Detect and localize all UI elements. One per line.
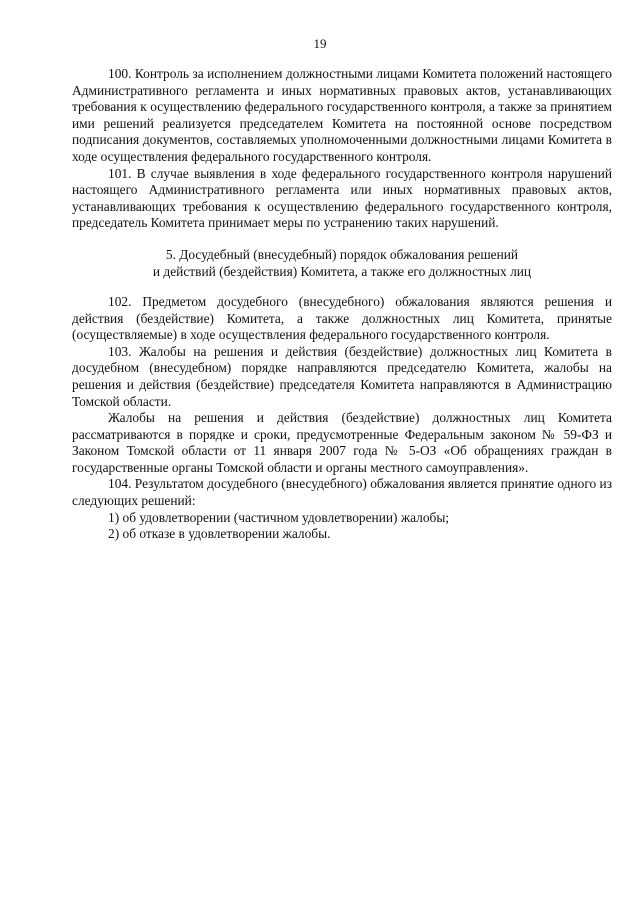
list-item-1: 1) об удовлетворении (частичном удовлетворении) жалобы; <box>108 509 450 525</box>
section-heading-line-2: и действий (бездействия) Комитета, а также его должностных лиц <box>152 263 532 279</box>
paragraph-101: 101. В случае выявления в ходе федерального государственного контроля нарушений настоящего Административного регламента или иных нормативных правовых актов, устанавливающих требования к осуществлению федерального государственного контроля, председатель Комитета принимает меры по устранению таких нарушений. <box>72 165 612 231</box>
page-number: 19 <box>313 36 327 51</box>
list-item-2: 2) об отказе в удовлетворении жалобы. <box>108 526 331 542</box>
paragraph-100: 100. Контроль за исполнением должностными лицами Комитета положений настоящего Административного регламента и иных нормативных правовых актов, устанавливающих требования к осуществлению федерального государственного контроля, а также за принятием ими решений реализуется председателем Комитета на постоянной основе посредством подписания документов, составляемых уполномоченными должностными лицами Комитета в ходе осуществления федерального государственного контроля. <box>72 66 612 164</box>
paragraph-102: 102. Предметом досудебного (внесудебного) обжалования являются решения и действия (бездействие) Комитета, а также должностных лиц Комитета, принятые (осуществляемые) в ходе осуществления федерального государственного контроля. <box>72 293 612 343</box>
paragraph-103: 103. Жалобы на решения и действия (бездействие) должностных лиц Комитета в досудебном (внесудебном) порядке направляются председателю Комитета, жалобы на решения и действия (бездействие) председателя Комитета направляются в Администрацию Томской области. <box>72 343 612 409</box>
section-heading-line-1: 5. Досудебный (внесудебный) порядок обжалования решений <box>165 246 519 262</box>
paragraph-104: 104. Результатом досудебного (внесудебного) обжалования является принятие одного из следующих решений: <box>72 476 612 509</box>
document-body <box>72 66 612 543</box>
paragraph-complaints-review: Жалобы на решения и действия (бездействие) должностных лиц Комитета рассматриваются в порядке и сроки, предусмотренные Федеральным законом № 59-ФЗ и Законом Томской области от 11 января 2007 года № 5-ОЗ «Об обращениях граждан в государственные органы Томской области и органы местного самоуправления». <box>72 410 612 475</box>
section-heading <box>72 246 612 280</box>
